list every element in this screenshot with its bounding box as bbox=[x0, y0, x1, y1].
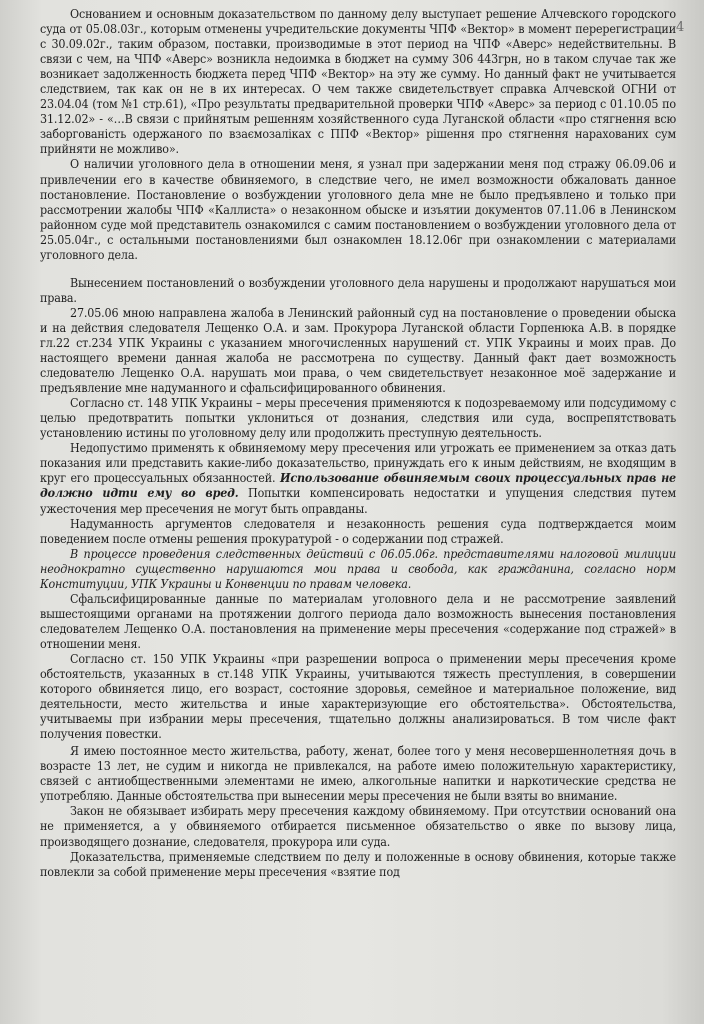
paragraph-article-148: Согласно ст. 148 УПК Украины – меры пресечения применяются к подозреваемому или подсудимому с целью предотвратить попытки уклониться от дознания, следствия или суда, воспрепятствовать установлению истины по уголовному делу или продолжить преступную деятельность. bbox=[40, 395, 676, 441]
paragraph-investigative-actions: В процессе проведения следственных действий с 06.05.06г. представителями налоговой милиции неоднократно существенно нарушаются мои права и свобода, как гражданина, согласно норм Конституции, УПК Украины и Конвенции по правам человека. bbox=[40, 545, 676, 591]
paragraph-basis-of-case: Основанием и основным доказательством по данному делу выступает решение Алчевского городского суда от 05.08.03г., которым отменены учредительские документы ЧПФ «Вектор» в момент перерегистрации с 30.09.02г., таким образом, поставки, производимые в этот период на ЧПФ «Аверс» недействительны. В связи с чем, на ЧПФ «Аверс» возникла недоимка в бюджет на сумму 306 443грн, но в таком случае так же возникает задолженность бюджета перед ЧПФ «Вектор» на эту же сумму. Но данный факт не учитывается следствием, так как он не в их интересах. О чем также свидетельствует справка Алчевской ОГНИ от 23.04.04 (том №1 стр.61), «Про результаты предварительной проверки ЧПФ «Аверс» за период с 01.10.05 по 31.12.02» - «…В связи с прийнятым решенням хозяйственного суда Луганской области «про стягнення всю заборгованість одержаного по взаємозаліках с ППФ «Вектор» рішення про стягнення нарахованих сум прийняти не можливо». bbox=[40, 6, 676, 157]
paragraph-personal-circumstances: Я имею постоянное место жительства, работу, женат, более того у меня несовершеннолетняя дочь в возрасте 13 лет, не судим и никогда не привлекался, на работе имею положительную характеристику, связей с антиобщественными элементами не имею, алкогольные напитки и наркотические средства не употребляю. Данные обстоятельства при вынесении меры пресечения не были взяты во внимание. bbox=[40, 743, 676, 804]
paragraph-complaint-filed: 27.05.06 мною направлена жалоба в Ленинский районный суд на постановление о проведении обыска и на действия следователя Лещенко О.А. и зам. Прокурора Луганской области Горпенюка А.В. в порядке гл.22 ст.234 УПК Украины с указанием многочисленных нарушений ст. УПК Украины и моих прав. До настоящего времени данная жалоба не рассмотрена по существу. Данный факт дает возможность следователю Лещенко О.А. нарушать мои права, о чем свидетельствует незаконное моё задержание и предъявление мне надуманного и сфальсифицированного обвинения. bbox=[40, 304, 676, 396]
emphasis-rights-statement: Использование обвиняемым своих процессуальных прав не должно идти ему во вред. bbox=[40, 470, 677, 501]
paragraph-article-150: Согласно ст. 150 УПК Украины «при разрешении вопроса о применении меры пресечения кроме обстоятельств, указанных в ст.148 УПК Украины, учитываются тяжесть преступления, в совершении которого обвиняется лицо, его возраст, состояние здоровья, семейное и материальное положение, вид деятельности, место жительства и иные характеризующие его обстоятельства». Обстоятельства, учитываемы при избрании меры пресечения, тщательно должны анализироваться. В том числе факт получения повестки. bbox=[40, 650, 676, 742]
document-body bbox=[40, 6, 676, 879]
inadmissible-text-after: Попытки компенсировать недостатки и упущения следствия путем ужесточения мер пресечения не могут быть оправданы. bbox=[40, 485, 676, 516]
paragraph-arguments-contrived: Надуманность аргументов следователя и незаконность решения суда подтверждается моим поведением после отмены решения прокуратурой - о содержании под стражей. bbox=[40, 515, 676, 546]
paragraph-falsified-data: Сфальсифицированные данные по материалам уголовного дела и не рассмотрение заявлений вышестоящими органами на протяжении долгого периода дало возможность вынесения постановления следователем Лещенко О.А. постановления на применение меры пресечения «содержание под стражей» в отношении меня. bbox=[40, 590, 676, 651]
paragraph-rights-violated: Вынесением постановлений о возбуждении уголовного дела нарушены и продолжают нарушаться мои права. bbox=[40, 274, 676, 305]
paragraph-law-not-obliged: Закон не обязывает избирать меру пресечения каждому обвиняемому. При отсутствии оснований она не применяется, а у обвиняемого отбирается письменное обязательство о явке по вызову лица, производящего дознание, следователя, прокурора или суда. bbox=[40, 803, 676, 849]
paragraph-evidence-applied: Доказательства, применяемые следствием по делу и положенные в основу обвинения, которые также повлекли за собой применение меры пресечения «взятие под bbox=[40, 848, 676, 879]
inadmissible-text-before: Недопустимо применять к обвиняемому меру пресечения или угрожать ее применением за отказ дать показания или представить какие-либо доказательство, принуждать его к иным действиям, не входящим в круг его процессуальных обязанностей. bbox=[40, 440, 676, 486]
paragraph-criminal-case-notice: О наличии уголовного дела в отношении меня, я узнал при задержании меня под стражу 06.09.06 и привлечении его в качестве обвиняемого, в следствие чего, не имел возможности обжаловать данное постановление. Постановление о возбуждении уголовного дела мне не было предъявлено и только при рассмотрении жалобы ЧПФ «Каллиста» о незаконном обыске и изъятии документов 07.11.06 в Ленинском районном суде мой представитель ознакомился с самим постановлением о возбуждении уголовного дела от 25.05.04г., с остальными постановлениями был ознакомлен 18.12.06г при ознакомлении с материалами уголовного дела. bbox=[40, 156, 676, 262]
page-number: 4 bbox=[676, 20, 685, 35]
paragraph-inadmissible-measures bbox=[40, 440, 676, 515]
